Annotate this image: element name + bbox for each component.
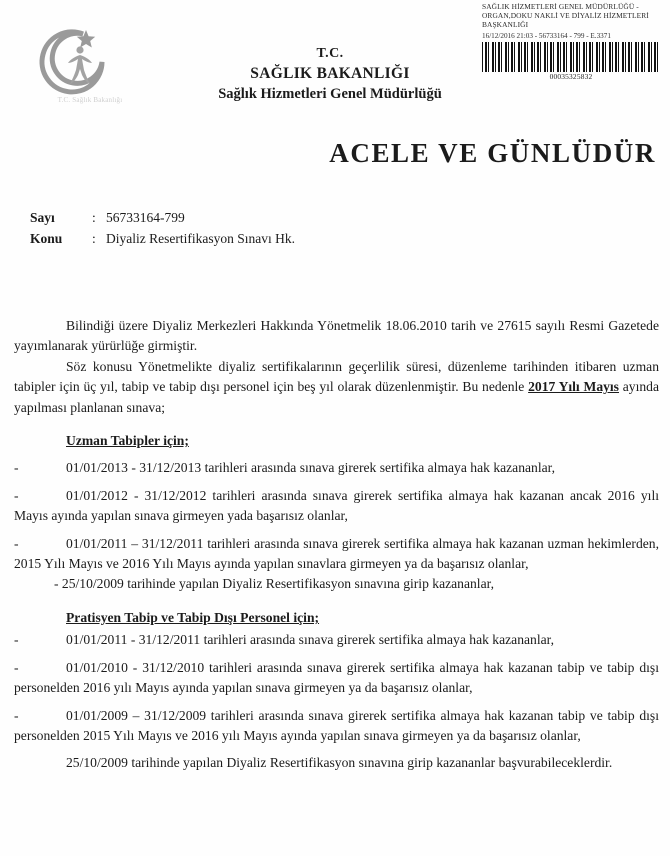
list-item xyxy=(14,630,659,650)
document-body xyxy=(14,316,659,774)
title-tc: T.C. xyxy=(316,46,344,61)
list-item: - 25/10/2009 tarihinde yapılan Diyaliz Resertifikasyon sınavına girip kazananlar, xyxy=(54,576,494,592)
document-fields xyxy=(30,207,450,249)
list-item xyxy=(14,458,659,478)
list-item-text: 01/01/2011 – 31/12/2011 tarihleri arasında sınava girerek sertifika almaya hak kazanan uzman hekimlerden, 2015 Yılı Mayıs ve 2016 Yılı Mayıs ayında yapılan sınavlara girmeyen ya da başarısız olanlar, xyxy=(14,535,659,572)
paragraph-2-text-after: ayında yapılması planlanan sınava; xyxy=(14,379,659,415)
barcode-header-line-1: SAĞLIK HİZMETLERİ GENEL MÜDÜRLÜĞÜ - xyxy=(482,2,639,11)
field-row-konu xyxy=(30,228,450,249)
list-item-text: 01/01/2013 - 31/12/2013 tarihleri arasında sınava girerek sertifika almaya hak kazananlar, xyxy=(66,460,556,476)
section-heading-uzman-tabipler: Uzman Tabipler için; xyxy=(66,433,189,449)
bullet-dash: - xyxy=(14,487,19,503)
barcode-block xyxy=(482,2,670,81)
list-item-text: 01/01/2011 - 31/12/2011 tarihleri arasında sınava girerek sertifika almaya hak kazananlar, xyxy=(66,632,555,648)
sayi-value: 56733164-799 xyxy=(106,210,185,225)
sayi-colon: : xyxy=(92,210,96,225)
barcode-metadata: 16/12/2016 21:03 - 56733164 - 799 - E.3371 xyxy=(482,31,611,40)
body-paragraph-1: Bilindiği üzere Diyaliz Merkezleri Hakkında Yönetmelik 18.06.2010 tarih ve 27615 sayılı Resmi Gazetede yayımlanarak yürürlüğe girmiştir. xyxy=(14,318,659,354)
sayi-label: Sayı xyxy=(30,210,55,225)
document-title-block xyxy=(150,44,510,105)
barcode-header-line-3: BAŞKANLIĞI xyxy=(482,20,529,30)
konu-colon: : xyxy=(92,231,96,246)
body-paragraph-2 xyxy=(14,357,659,418)
bullet-dash: - xyxy=(14,632,19,648)
closing-statement: 25/10/2009 tarihinde yapılan Diyaliz Resertifikasyon sınavına girip kazananlar başvurabileceklerdir. xyxy=(66,755,613,771)
bullet-dash: - xyxy=(14,535,19,551)
bullet-dash: - xyxy=(14,659,19,675)
bullet-dash: - xyxy=(14,707,19,723)
list-item-text: 01/01/2009 – 31/12/2009 tarihleri arasında sınava girerek sertifika almaya hak kazanan tabip ve tabip dışı personelden 2015 Yılı Mayıs ve 2016 yılı Mayıs ayında yapılan sınava girmeyen ya da başarısız olanlar, xyxy=(14,707,659,743)
barcode-header-line-2: ORGAN,DOKU NAKLİ VE DİYALİZ HİZMETLERİ xyxy=(482,11,649,21)
field-row-sayi xyxy=(30,207,450,228)
ministry-logo xyxy=(30,22,150,117)
title-department: Sağlık Hizmetleri Genel Müdürlüğü xyxy=(218,86,442,102)
list-item xyxy=(14,706,659,747)
title-ministry: SAĞLIK BAKANLIĞI xyxy=(250,65,410,82)
bullet-dash: - xyxy=(14,460,19,476)
urgent-notice: ACELE VE GÜNLÜDÜR xyxy=(329,138,656,168)
list-item xyxy=(14,486,659,527)
crescent-star-figure-icon xyxy=(30,22,150,102)
list-item xyxy=(14,658,659,699)
list-item xyxy=(14,534,659,575)
paragraph-2-emphasis: 2017 Yılı Mayıs xyxy=(528,379,619,395)
barcode-number: 00035325832 xyxy=(549,71,593,81)
konu-value: Diyaliz Resertifikasyon Sınavı Hk. xyxy=(106,231,295,246)
konu-label: Konu xyxy=(30,231,63,246)
list-item-text: 01/01/2012 - 31/12/2012 tarihleri arasında sınava girerek sertifika almaya hak kazanan ancak 2016 yılı Mayıs ayında yapılan sınava girmeyen yada başarısız olanlar, xyxy=(14,487,659,524)
section-heading-pratisyen-tabip: Pratisyen Tabip ve Tabip Dışı Personel için; xyxy=(66,609,320,625)
logo-caption: T.C. Sağlık Bakanlığı xyxy=(57,96,123,104)
paragraph-2-text-before: Söz konusu Yönetmelikte diyaliz sertifikalarının geçerlilik süresi, düzenleme tarihinden itibaren uzman tabipler için üç yıl, tabip ve tabip dışı personel için beş yıl olarak düzenlenmiştir. Bu nedenle xyxy=(14,358,659,395)
list-item-text: 01/01/2010 - 31/12/2010 tarihleri arasında sınava girerek sertifika almaya hak kazanan tabip ve tabip dışı personelden 2016 yılı Mayıs ayında yapılan sınava girmeyen ya da başarısız olanlar, xyxy=(14,659,659,696)
